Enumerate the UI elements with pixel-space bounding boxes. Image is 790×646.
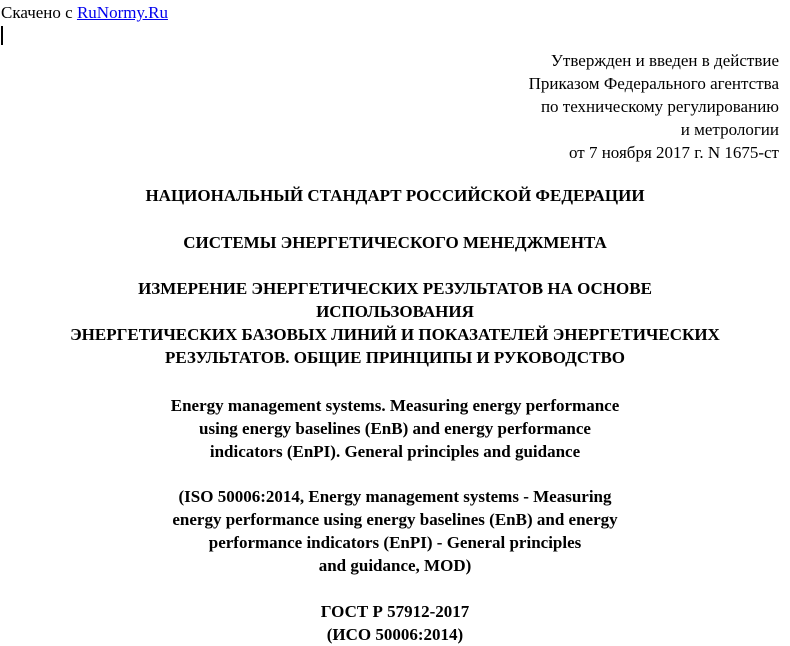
- runormy-link[interactable]: RuNormy.Ru: [76, 3, 168, 22]
- approval-line: и метрологии: [680, 120, 779, 139]
- standard-heading: [0, 184, 790, 207]
- iso-reference: [0, 485, 790, 577]
- system-heading: [0, 231, 790, 254]
- russian-title-line: ИСПОЛЬЗОВАНИЯ: [316, 302, 474, 321]
- approval-line: Приказом Федерального агентства: [528, 74, 779, 93]
- approval-line: по техническому регулированию: [540, 97, 779, 116]
- iso-reference-line: (ISO 50006:2014, Energy management systems - Measuring: [178, 487, 612, 506]
- russian-title-line: РЕЗУЛЬТАТОВ. ОБЩИЕ ПРИНЦИПЫ И РУКОВОДСТВО: [164, 348, 626, 367]
- gost-number: ГОСТ Р 57912-2017: [320, 602, 470, 621]
- russian-title: [0, 277, 790, 369]
- approval-block: [529, 49, 779, 164]
- standard-heading-text: НАЦИОНАЛЬНЫЙ СТАНДАРТ РОССИЙСКОЙ ФЕДЕРАЦИИ: [145, 186, 645, 205]
- english-title-line: using energy baselines (EnB) and energy performance: [199, 419, 591, 438]
- english-title-line: indicators (EnPI). General principles and guidance: [209, 442, 581, 461]
- iso-number: (ИСО 50006:2014): [326, 625, 464, 644]
- approval-line: Утвержден и введен в действие: [550, 51, 779, 70]
- text-cursor: [1, 26, 3, 45]
- iso-reference-line: and guidance, MOD): [318, 556, 472, 575]
- english-title: [0, 394, 790, 463]
- system-heading-text: СИСТЕМЫ ЭНЕРГЕТИЧЕСКОГО МЕНЕДЖМЕНТА: [183, 233, 607, 252]
- standard-code: [0, 600, 790, 646]
- english-title-line: Energy management systems. Measuring energy performance: [170, 396, 620, 415]
- source-prefix: Скачено с: [1, 3, 77, 22]
- iso-reference-line: energy performance using energy baselines (EnB) and energy: [172, 510, 618, 529]
- approval-line: от 7 ноября 2017 г. N 1675-ст: [569, 143, 779, 162]
- russian-title-line: ЭНЕРГЕТИЧЕСКИХ БАЗОВЫХ ЛИНИЙ И ПОКАЗАТЕЛЕЙ ЭНЕРГЕТИЧЕСКИХ: [70, 325, 720, 344]
- russian-title-line: ИЗМЕРЕНИЕ ЭНЕРГЕТИЧЕСКИХ РЕЗУЛЬТАТОВ НА ОСНОВЕ: [138, 279, 652, 298]
- iso-reference-line: performance indicators (EnPI) - General principles: [208, 533, 582, 552]
- source-line: [1, 3, 168, 23]
